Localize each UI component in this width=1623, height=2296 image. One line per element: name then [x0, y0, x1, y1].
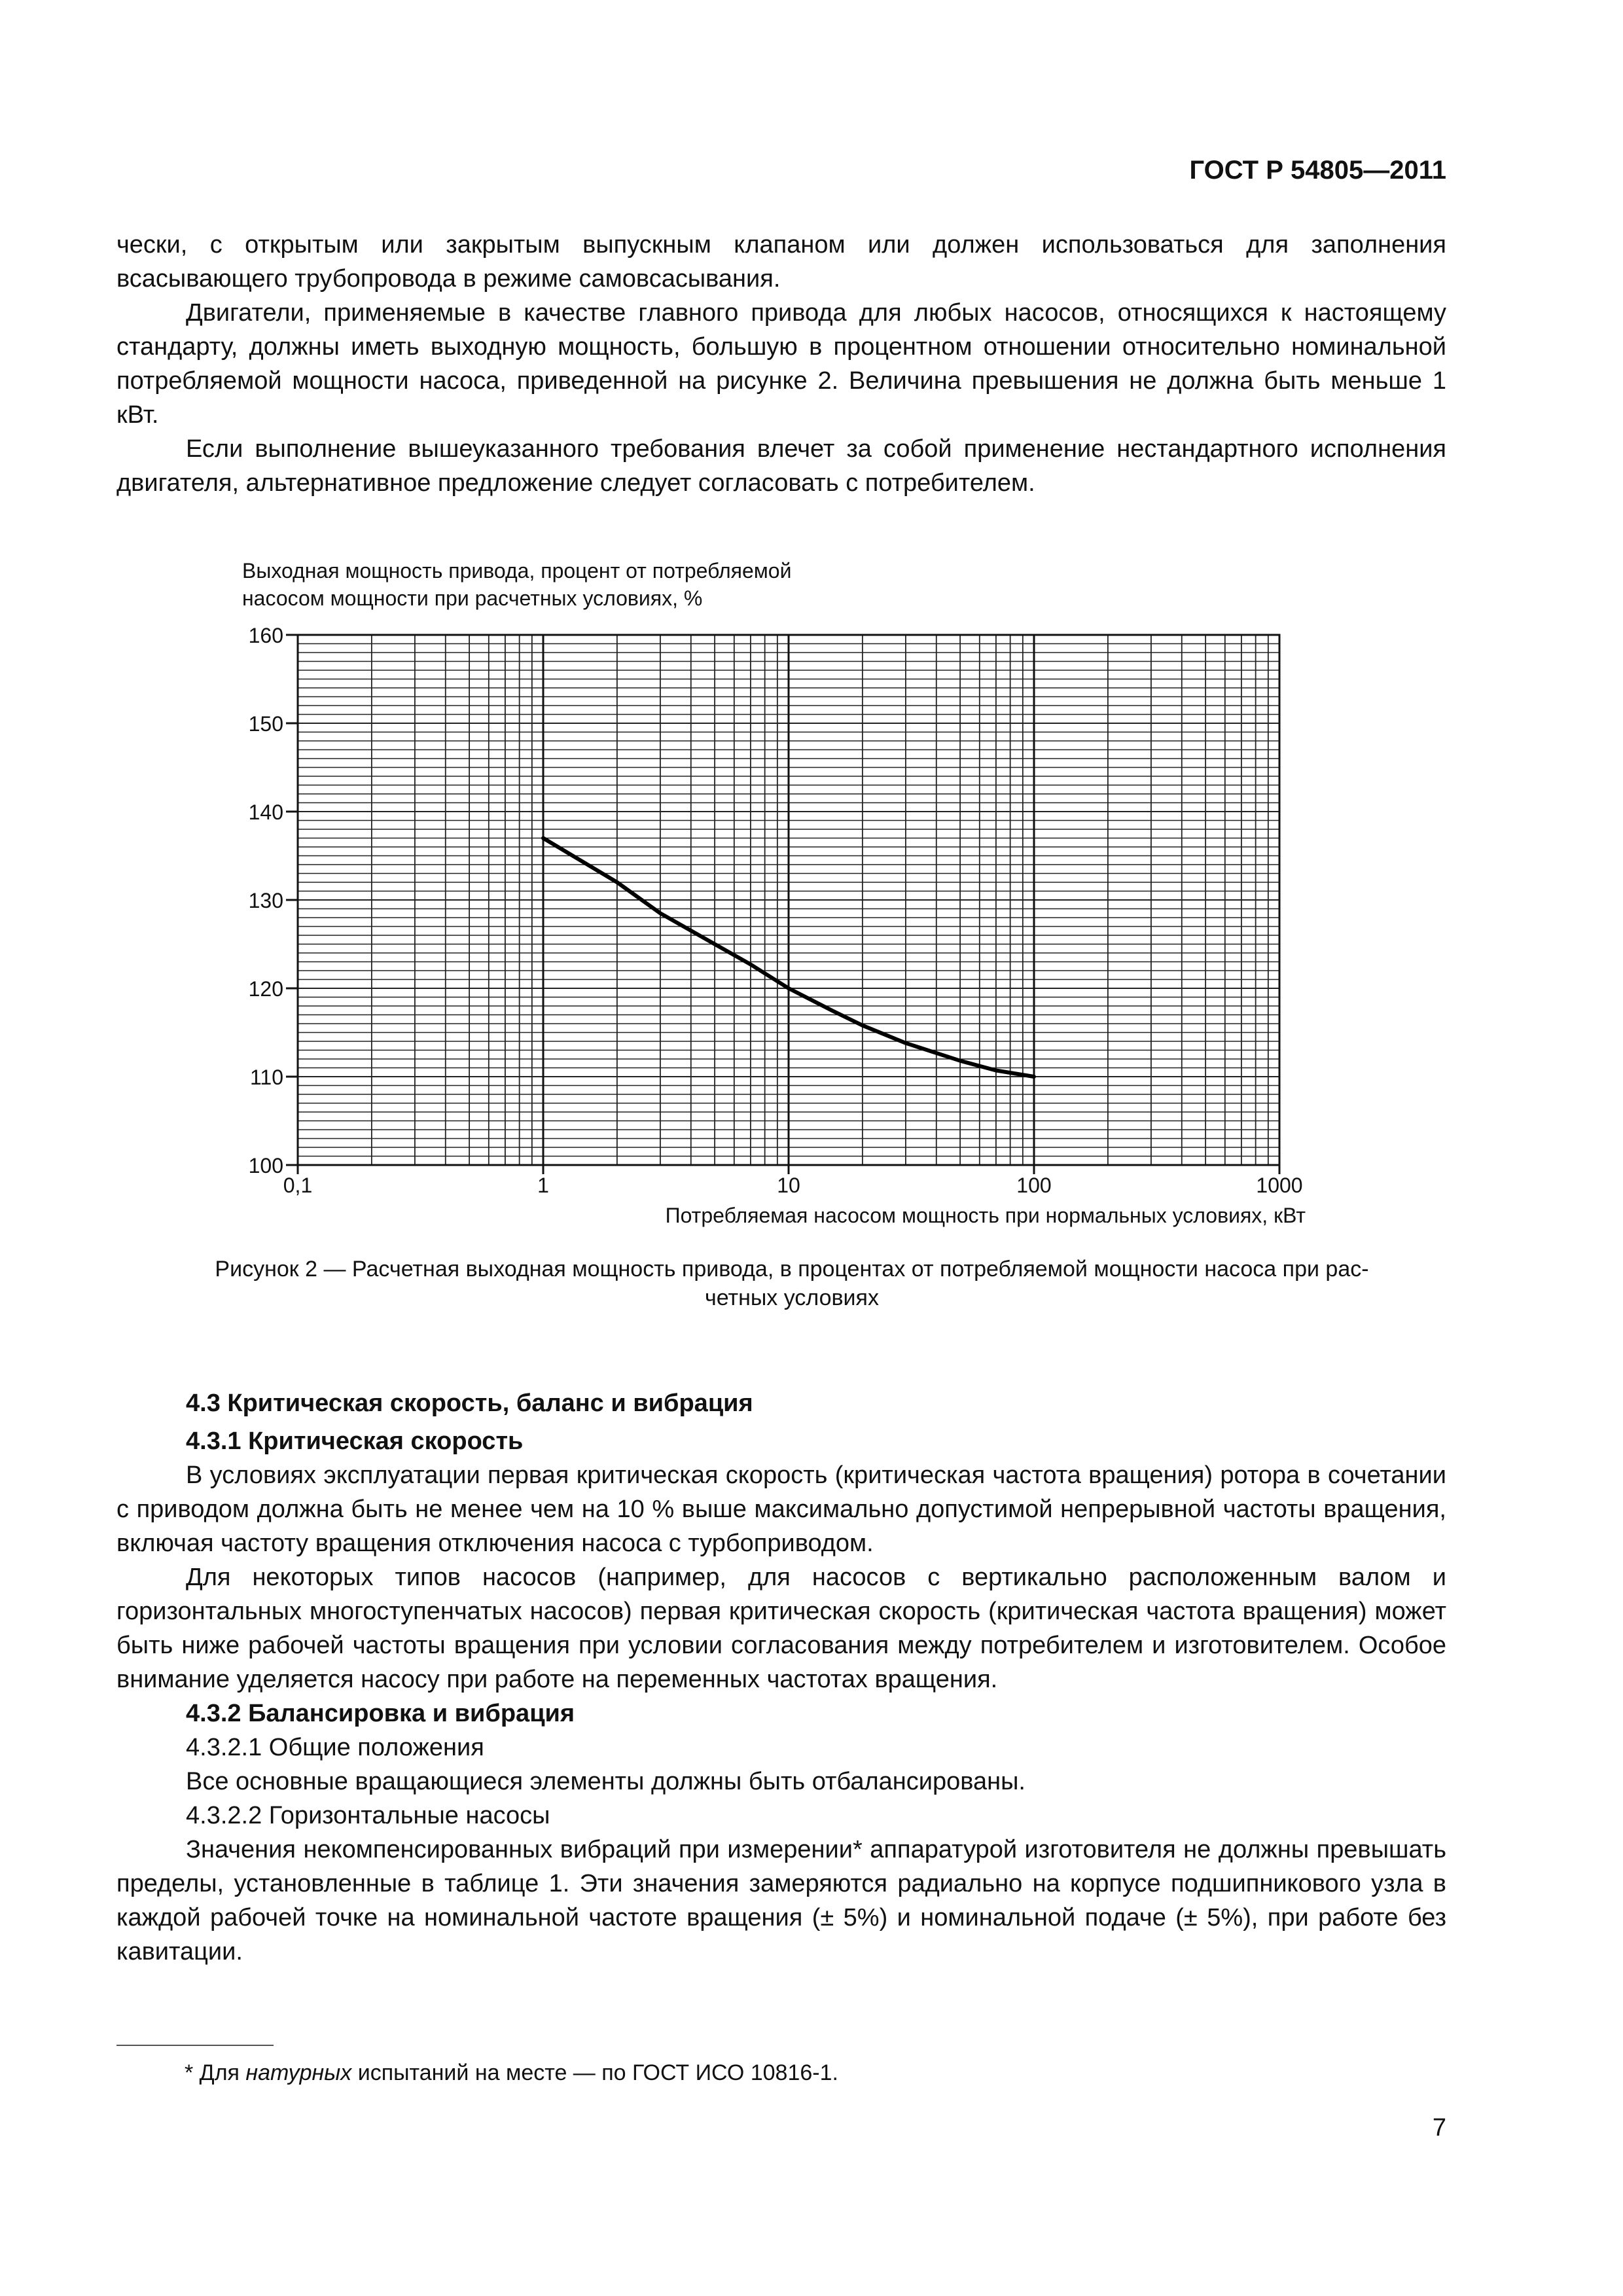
footnote-italic: натурных: [245, 2060, 352, 2085]
text-block-top: [116, 228, 1446, 500]
document-id-header: ГОСТ Р 54805—2011: [1189, 156, 1446, 185]
y-axis-label: Выходная мощность привода, процент от потребляемой: [242, 559, 792, 583]
page-number: 7: [1432, 2114, 1446, 2142]
y-tick-label: 160: [248, 624, 283, 647]
chart-svg: [223, 553, 1335, 1234]
y-tick-label: 100: [248, 1154, 283, 1177]
y-tick-label: 110: [249, 1066, 283, 1089]
footnote-mark: * Для: [185, 2060, 246, 2085]
x-tick-label: 1000: [1256, 1174, 1303, 1197]
x-tick-label: 10: [777, 1174, 800, 1197]
x-tick-label: 1: [537, 1174, 549, 1197]
heading-4-3: 4.3 Критическая скорость, баланс и вибрация: [186, 1390, 753, 1417]
footnote: [185, 2060, 838, 2086]
footnote-text: испытаний на месте — по ГОСТ ИСО 10816-1.: [351, 2060, 838, 2085]
x-axis-label: Потребляемая насосом мощность при нормальных условиях, кВт: [665, 1204, 1306, 1227]
paragraph: Для некоторых типов насосов (например, для насосов с вертикально расположенным валом и горизонтальных многоступенчатых насосов) первая критическая скорость (критическая частота вращения) может быть ниже рабочей частоты вращения при условии согласования между потребителем и изготовителем. Особое внимание уделяется насосу при работе на переменных частотах вращения.: [116, 1564, 1446, 1693]
heading-4-3-2-2: 4.3.2.2 Горизонтальные насосы: [186, 1802, 550, 1829]
y-tick-label: 130: [248, 889, 283, 912]
paragraph: Все основные вращающиеся элементы должны быть отбалансированы.: [186, 1768, 1026, 1795]
y-tick-label: 150: [248, 712, 283, 736]
figure-caption-line1: Рисунок 2 — Расчетная выходная мощность привода, в процентах от потребляемой мощности насоса при рас-: [215, 1257, 1369, 1282]
y-tick-label: 120: [248, 977, 283, 1001]
figure-caption: [124, 1255, 1459, 1312]
paragraph: чески, с открытым или закрытым выпускным клапаном или должен использоваться для заполнения всасывающего трубопровода в режиме самовсасывания.: [116, 231, 1446, 293]
heading-4-3-2: 4.3.2 Балансировка и вибрация: [186, 1700, 575, 1727]
section-4-3: [116, 1386, 1446, 1969]
y-tick-label: 140: [248, 800, 283, 824]
paragraph: Двигатели, применяемые в качестве главного привода для любых насосов, относящихся к настоящему стандарту, должны иметь выходную мощность, большую в процентном отношении относительно номинальной потребляемой мощности насоса, приведенной на рисунке 2. Величина превышения не должна быть меньше 1 кВт.: [116, 299, 1446, 429]
paragraph: Если выполнение вышеуказанного требования влечет за собой применение нестандартного исполнения двигателя, альтернативное предложение следует согласовать с потребителем.: [116, 435, 1446, 497]
footnote-divider: [116, 2045, 274, 2046]
paragraph: Значения некомпенсированных вибраций при измерении* аппаратурой изготовителя не должны превышать пределы, установленные в таблице 1. Эти значения замеряются радиально на корпусе подшипникового узла в каждой рабочей точке на номинальной частоте вращения (± 5%) и номинальной подаче (± 5%), при работе без кавитации.: [116, 1836, 1446, 1965]
heading-4-3-1: 4.3.1 Критическая скорость: [186, 1427, 524, 1455]
paragraph: В условиях эксплуатации первая критическая скорость (критическая частота вращения) ротора в сочетании с приводом должна быть не менее чем на 10 % выше максимально допустимой непрерывной частоты вращения, включая частоту вращения отключения насоса с турбоприводом.: [116, 1462, 1446, 1557]
figure-caption-line2: четных условиях: [705, 1285, 879, 1310]
x-tick-label: 100: [1016, 1174, 1052, 1197]
y-axis-label: насосом мощности при расчетных условиях, %: [242, 586, 703, 610]
heading-4-3-2-1: 4.3.2.1 Общие положения: [186, 1734, 484, 1761]
figure-2-chart: [223, 553, 1335, 1234]
x-tick-label: 0,1: [283, 1174, 313, 1197]
